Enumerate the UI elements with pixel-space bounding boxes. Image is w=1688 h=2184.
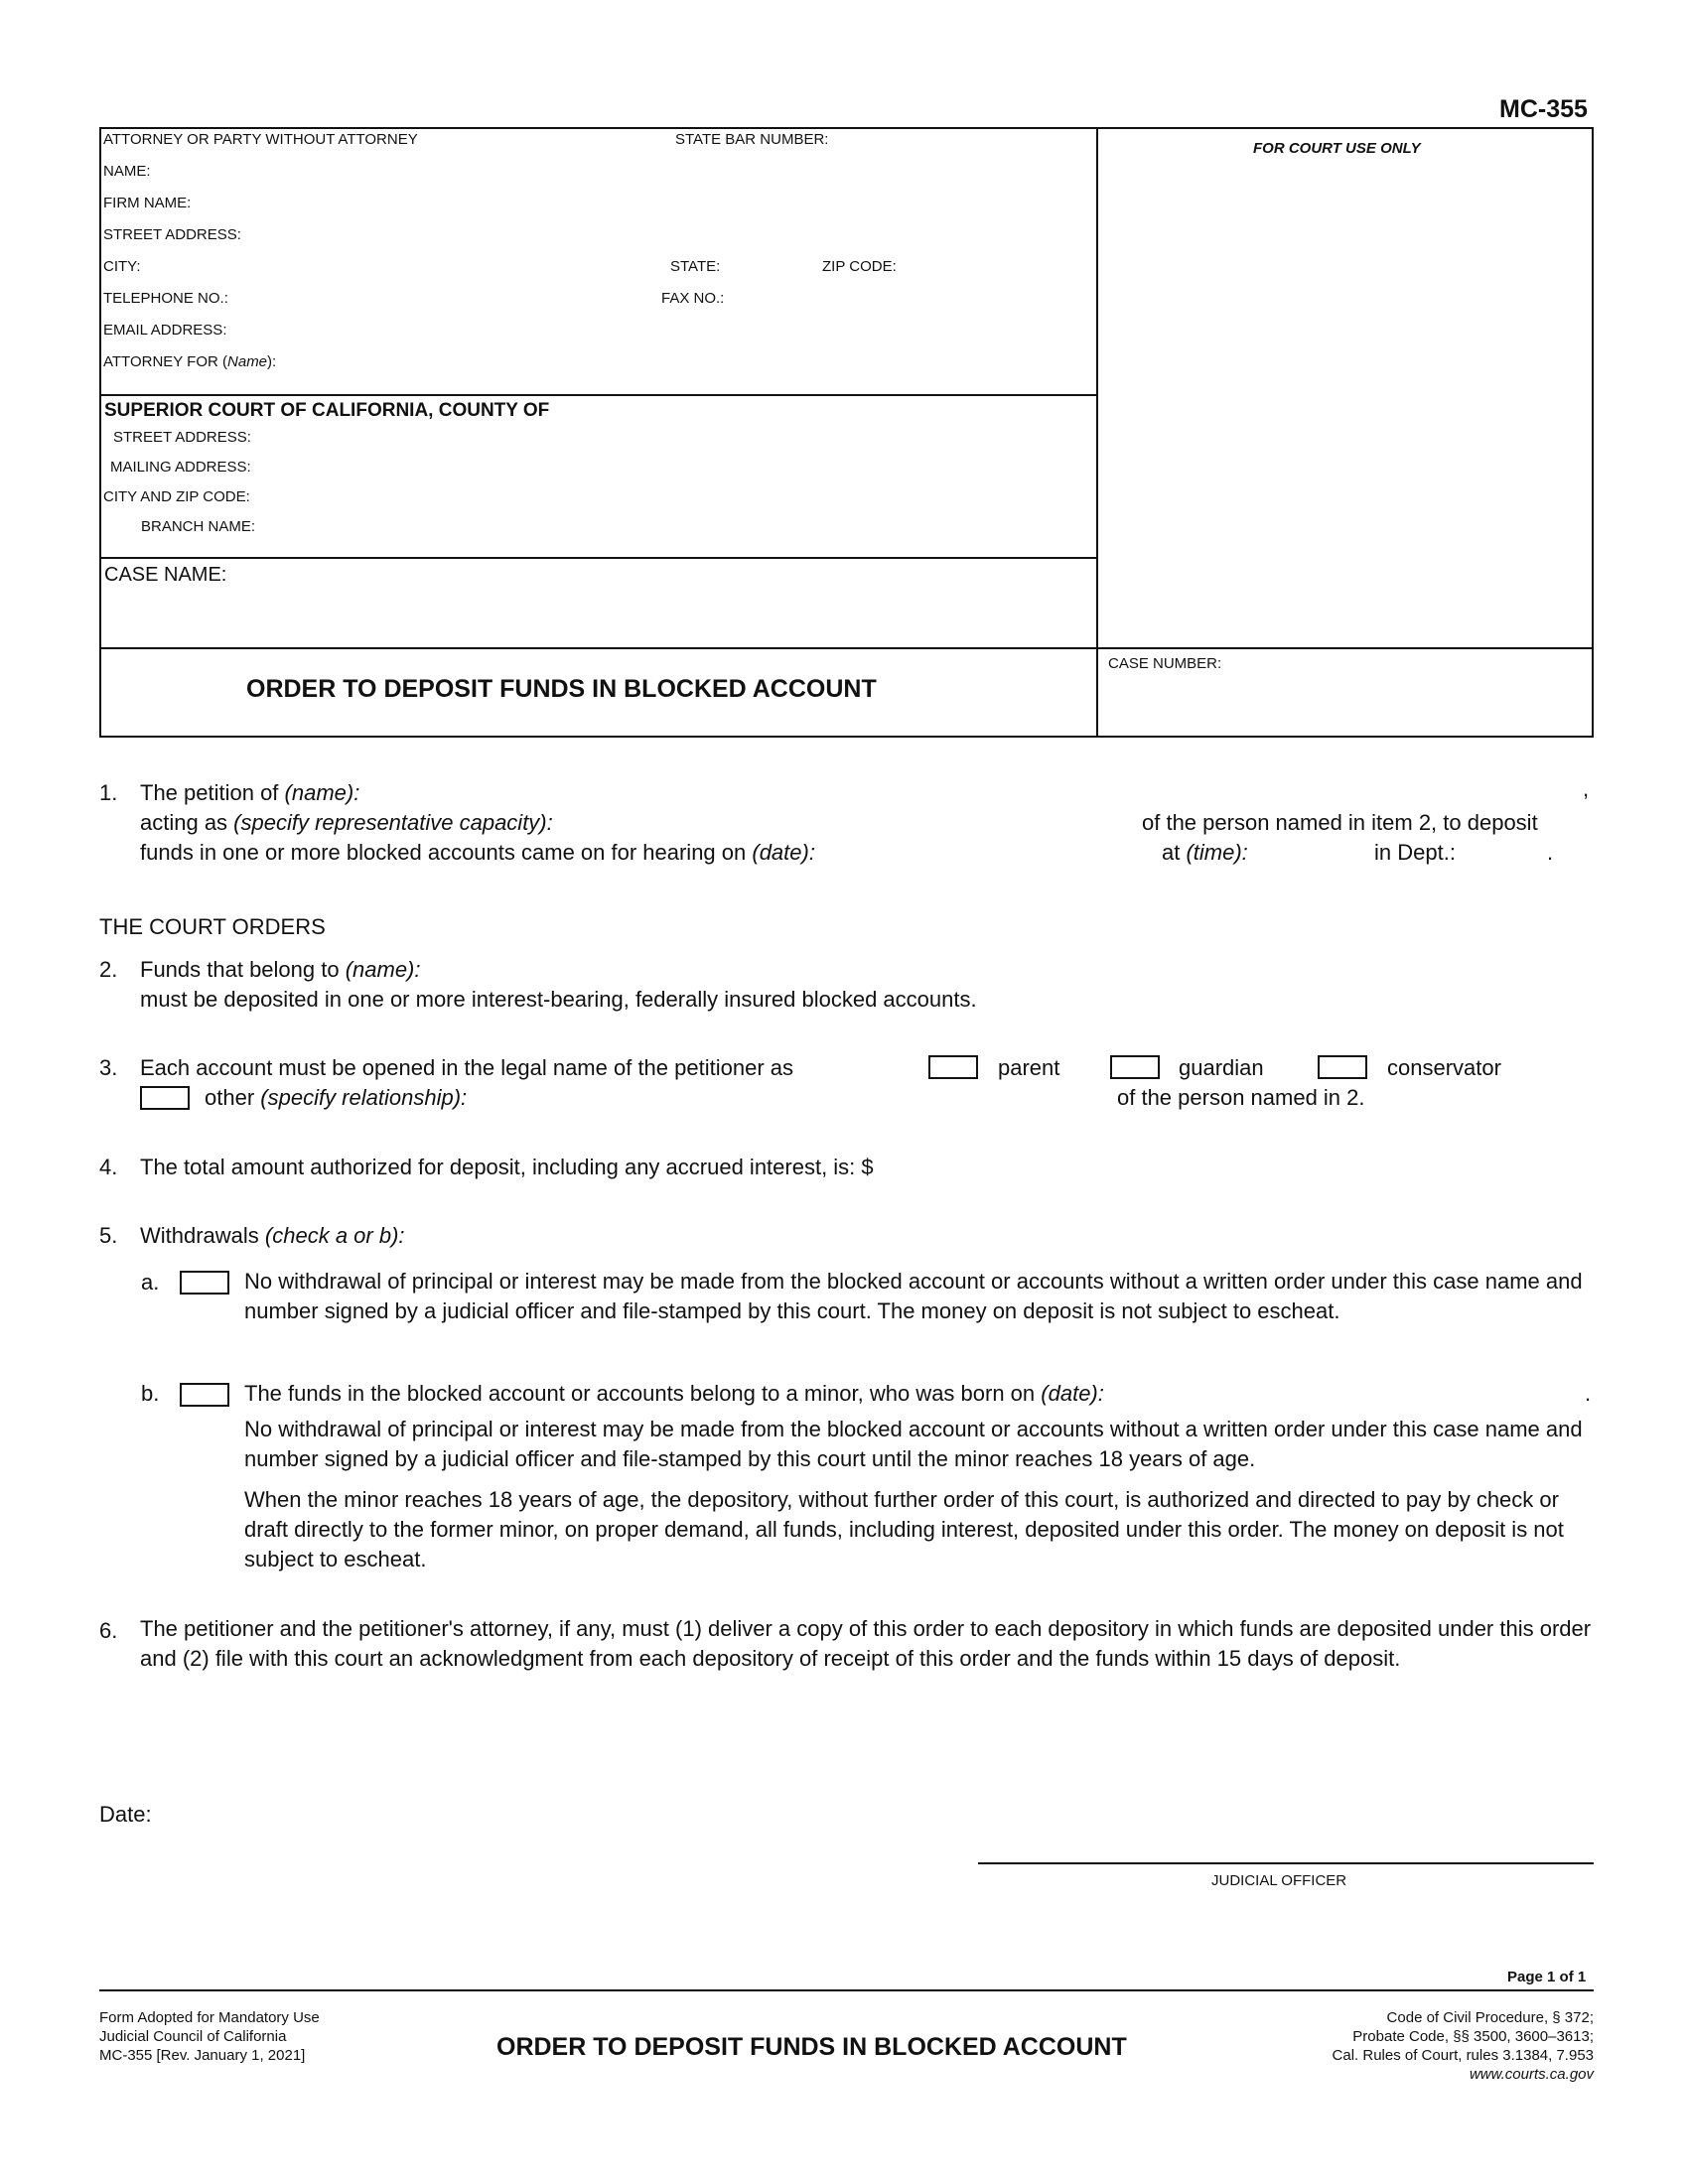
item1-line3-text: funds in one or more blocked accounts came on for hearing on — [140, 840, 753, 865]
case-number-label: CASE NUMBER: — [1108, 655, 1222, 672]
footer-rule — [99, 1989, 1594, 1991]
footer-title: ORDER TO DEPOSIT FUNDS IN BLOCKED ACCOUNT — [496, 2033, 1127, 2061]
conservator-checkbox[interactable] — [1318, 1055, 1367, 1079]
item5b-paragraph2: No withdrawal of principal or interest may be made from the blocked account or accounts without a written order under this case name and number signed by a judicial officer and file-stamped by this court until the minor reaches 18 years of age. — [244, 1417, 1583, 1471]
item3-number: 3. — [99, 1055, 118, 1080]
item5b-period: . — [1585, 1381, 1592, 1406]
caption-divider-court — [99, 557, 1097, 559]
state-bar-label: STATE BAR NUMBER: — [675, 131, 829, 148]
item1-number: 1. — [99, 780, 118, 805]
case-name-label: CASE NAME: — [104, 564, 227, 586]
item1-dept: in Dept.: — [1374, 840, 1456, 865]
city-label: CITY: — [103, 258, 141, 275]
conservator-label: conservator — [1387, 1055, 1501, 1080]
street-address-label: STREET ADDRESS: — [103, 226, 241, 243]
footer-adopted: Form Adopted for Mandatory Use — [99, 2009, 320, 2026]
item1-line1 — [140, 780, 359, 806]
item5a-text: No withdrawal of principal or interest may be made from the blocked account or accounts without a written order under this case name and number signed by a judicial officer and file-stamped by this court. The money on deposit is not subject to escheat. — [244, 1269, 1583, 1323]
footer-revision: MC-355 [Rev. January 1, 2021] — [99, 2047, 306, 2064]
court-use-only-label: FOR COURT USE ONLY — [1253, 140, 1421, 157]
item5-number: 5. — [99, 1223, 118, 1248]
item1-line2 — [140, 810, 553, 836]
court-branch-label: BRANCH NAME: — [141, 518, 256, 535]
telephone-label: TELEPHONE NO.: — [103, 290, 228, 307]
item1-line2-text: acting as — [140, 810, 234, 835]
footer-ccp-ref: Code of Civil Procedure, § 372; — [1386, 2009, 1594, 2026]
parent-checkbox[interactable] — [928, 1055, 978, 1079]
form-title: ORDER TO DEPOSIT FUNDS IN BLOCKED ACCOUNT — [246, 675, 877, 703]
date-label: Date: — [99, 1802, 152, 1827]
court-city-zip-label: CITY AND ZIP CODE: — [103, 488, 250, 505]
item2-number: 2. — [99, 957, 118, 982]
item1-time-hint: (time): — [1186, 840, 1248, 865]
other-relationship-label — [205, 1085, 467, 1111]
item6-number: 6. — [99, 1618, 118, 1643]
other-label-text: other — [205, 1085, 261, 1110]
judicial-officer-label: JUDICIAL OFFICER — [1211, 1872, 1347, 1889]
caption-box — [99, 127, 1594, 738]
item5b-date-hint: (date): — [1041, 1381, 1104, 1406]
item5a-checkbox[interactable] — [180, 1271, 229, 1295]
form-number: MC-355 — [1499, 95, 1588, 123]
attorney-for-suffix: ): — [267, 353, 277, 370]
item4-text: The total amount authorized for deposit, including any accrued interest, is: $ — [140, 1155, 874, 1179]
item5b-line1-text: The funds in the blocked account or accounts belong to a minor, who was born on — [244, 1381, 1042, 1406]
footer-rules-ref: Cal. Rules of Court, rules 3.1384, 7.953 — [1332, 2047, 1594, 2064]
page-number: Page 1 of 1 — [1507, 1969, 1587, 1985]
attorney-for-name-hint: Name — [227, 353, 268, 370]
court-title: SUPERIOR COURT OF CALIFORNIA, COUNTY OF — [104, 400, 550, 421]
guardian-label: guardian — [1179, 1055, 1264, 1080]
caption-vertical-divider — [1096, 127, 1098, 738]
item1-date-hint: (date): — [752, 840, 815, 865]
item5b-checkbox[interactable] — [180, 1383, 229, 1407]
item2-line2: must be deposited in one or more interest-bearing, federally insured blocked accounts. — [140, 987, 977, 1012]
item4-number: 4. — [99, 1155, 118, 1179]
item5b-paragraph3: When the minor reaches 18 years of age, the depository, without further order of this court, is authorized and directed to pay by check or draft directly to the former minor, on proper demand, all funds, including interest, deposited under this order. The money on deposit is not subject to escheat. — [244, 1487, 1564, 1571]
zip-code-label: ZIP CODE: — [822, 258, 897, 275]
state-label: STATE: — [670, 258, 721, 275]
court-orders-heading: THE COURT ORDERS — [99, 914, 326, 939]
item3-of-person: of the person named in 2. — [1117, 1085, 1365, 1110]
parent-label: parent — [998, 1055, 1060, 1080]
item1-line1-text: The petition of — [140, 780, 285, 805]
item5-check-hint: (check a or b): — [264, 1223, 405, 1248]
name-label: NAME: — [103, 163, 151, 180]
attorney-for-prefix: ATTORNEY FOR ( — [103, 353, 228, 370]
item1-comma: , — [1583, 776, 1590, 801]
attorney-header: ATTORNEY OR PARTY WITHOUT ATTORNEY — [103, 131, 418, 148]
caption-divider-title — [99, 647, 1594, 649]
item2-line1 — [140, 957, 421, 983]
item1-line2-end: of the person named in item 2, to deposit — [1142, 810, 1538, 835]
item3-line1: Each account must be opened in the legal name of the petitioner as — [140, 1055, 793, 1080]
item5-line1 — [140, 1223, 405, 1249]
footer-probate-ref: Probate Code, §§ 3500, 3600–3613; — [1352, 2028, 1594, 2045]
guardian-checkbox[interactable] — [1110, 1055, 1160, 1079]
item6-text: The petitioner and the petitioner's attorney, if any, must (1) deliver a copy of this order to each depository in which funds are deposited under this order and (2) file with this court an acknowledgment from each depository of receipt of this order and the funds within 15 days of deposit. — [140, 1616, 1592, 1671]
other-relationship-checkbox[interactable] — [140, 1086, 190, 1110]
item5b-line1 — [244, 1381, 1104, 1407]
item2-line1-text: Funds that belong to — [140, 957, 346, 982]
item5b-label: b. — [141, 1381, 160, 1406]
caption-divider-attorney — [99, 394, 1097, 396]
item1-period: . — [1547, 840, 1554, 865]
item1-name-hint: (name): — [284, 780, 360, 805]
item1-line3 — [140, 840, 815, 866]
court-mailing-label: MAILING ADDRESS: — [110, 459, 251, 476]
item1-time — [1162, 840, 1248, 866]
footer-council: Judicial Council of California — [99, 2028, 287, 2045]
court-street-label: STREET ADDRESS: — [113, 429, 251, 446]
item2-name-hint: (name): — [345, 957, 421, 982]
email-label: EMAIL ADDRESS: — [103, 322, 227, 339]
item5-withdrawals-text: Withdrawals — [140, 1223, 265, 1248]
item1-capacity-hint: (specify representative capacity): — [233, 810, 553, 835]
signature-line[interactable] — [978, 1862, 1594, 1864]
item1-at-text: at — [1162, 840, 1187, 865]
attorney-for-label — [103, 353, 276, 370]
item5a-label: a. — [141, 1270, 160, 1295]
firm-name-label: FIRM NAME: — [103, 195, 192, 211]
footer-website-link[interactable]: www.courts.ca.gov — [1469, 2066, 1594, 2083]
other-relationship-hint: (specify relationship): — [260, 1085, 468, 1110]
fax-label: FAX NO.: — [661, 290, 725, 307]
